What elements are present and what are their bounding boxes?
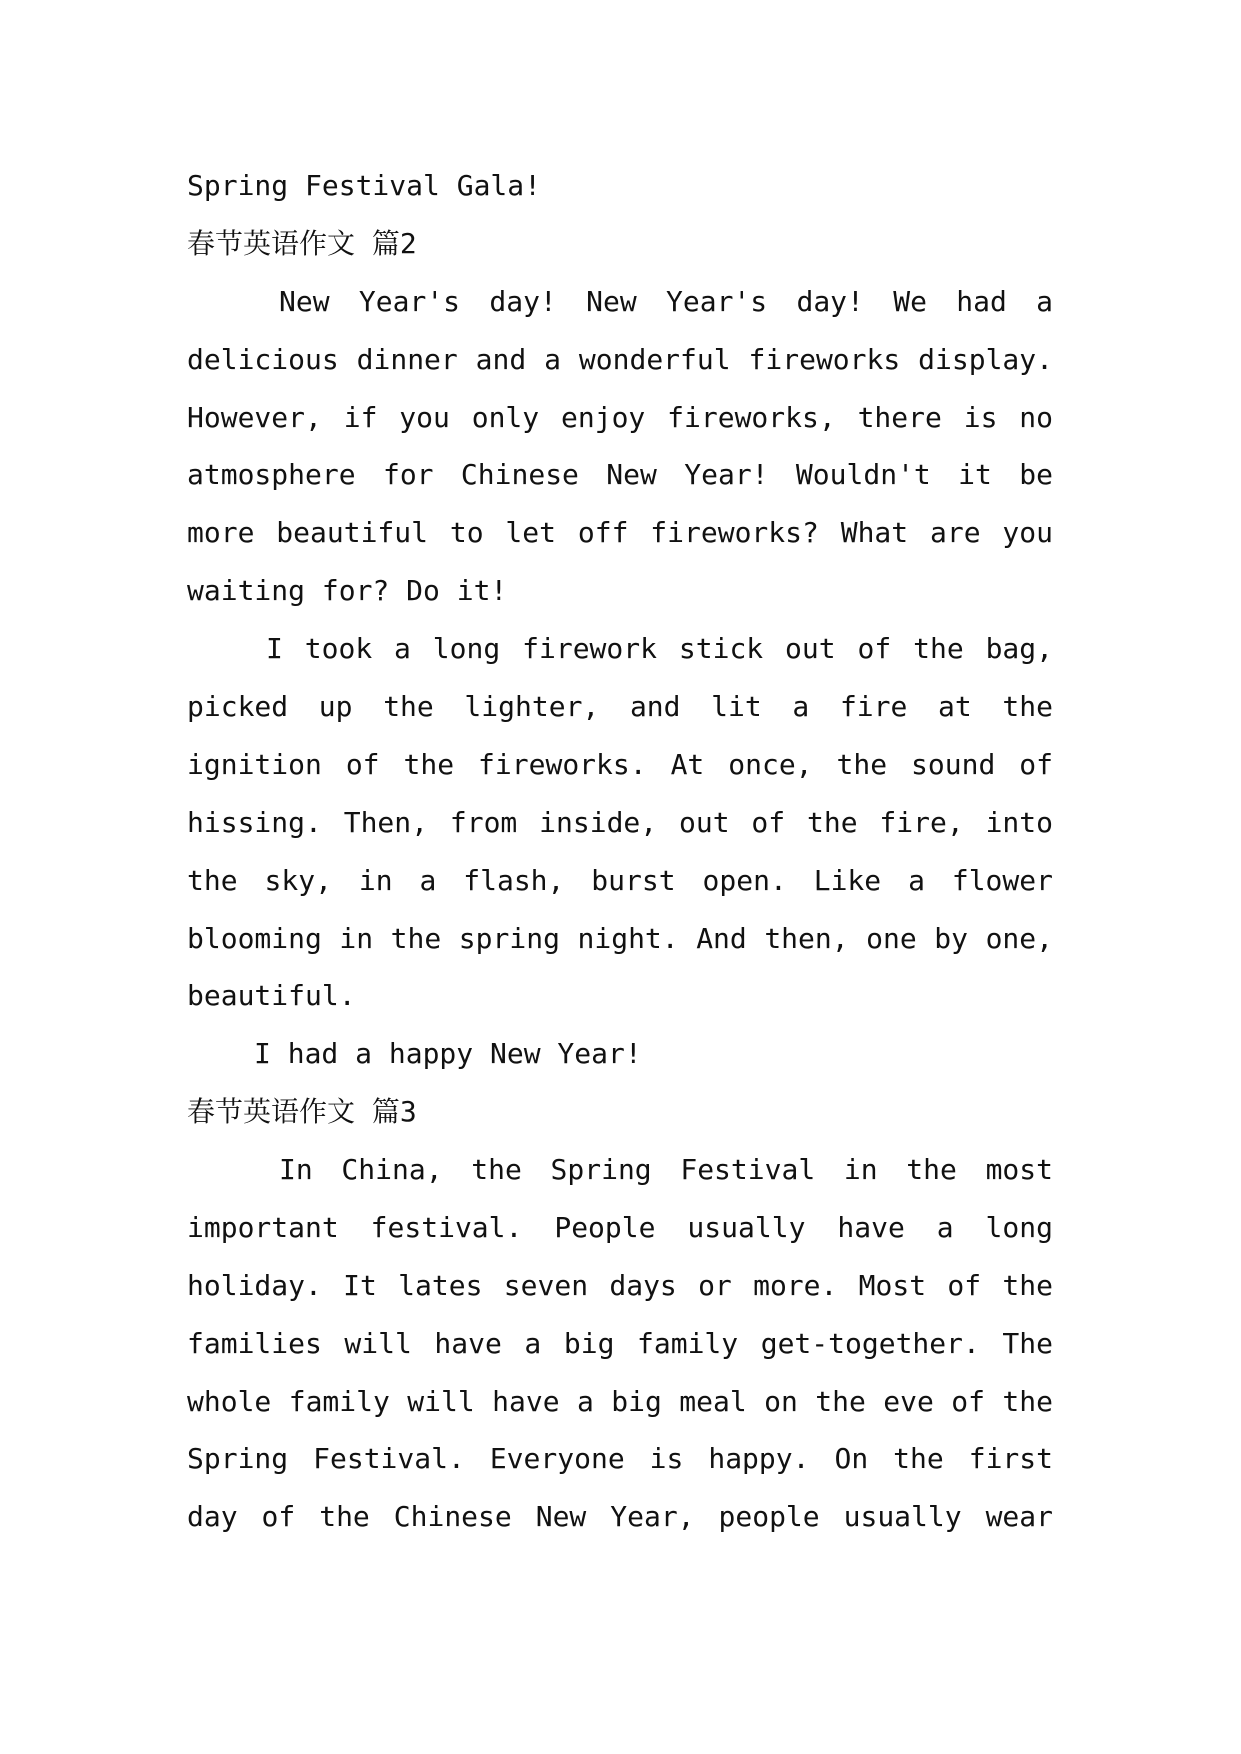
paragraph-line: families will have a big family get-together. The <box>187 1327 1053 1360</box>
paragraph-line: However, if you only enjoy fireworks, there is no <box>187 401 1053 434</box>
paragraph-line: atmosphere for Chinese New Year! Wouldn't it be <box>187 458 1053 491</box>
paragraph-line: blooming in the spring night. And then, one by one, <box>187 922 1053 955</box>
paragraph-line: hissing. Then, from inside, out of the fire, into <box>187 806 1053 839</box>
paragraph-line: delicious dinner and a wonderful fireworks display. <box>187 343 1053 376</box>
paragraph-line: I had a happy New Year! <box>254 1037 642 1070</box>
text-line: Spring Festival Gala! <box>187 169 542 202</box>
paragraph-line: holiday. It lates seven days or more. Most of the <box>187 1269 1053 1302</box>
section-heading-2: 春节英语作文 篇2 <box>187 227 417 260</box>
paragraph-line: whole family will have a big meal on the eve of the <box>187 1385 1053 1418</box>
paragraph-line: Spring Festival. Everyone is happy. On the first <box>187 1442 1053 1475</box>
paragraph-line: day of the Chinese New Year, people usually wear <box>187 1500 1053 1533</box>
paragraph-line: important festival. People usually have a long <box>187 1211 1053 1244</box>
paragraph-line: In China, the Spring Festival in the most <box>279 1153 1053 1186</box>
paragraph-line: ignition of the fireworks. At once, the sound of <box>187 748 1053 781</box>
paragraph-line: I took a long firework stick out of the bag, <box>266 632 1053 665</box>
paragraph-line: more beautiful to let off fireworks? What are you <box>187 516 1053 549</box>
paragraph-line: waiting for? Do it! <box>187 574 508 607</box>
paragraph-line: picked up the lighter, and lit a fire at the <box>187 690 1053 723</box>
paragraph-line: New Year's day! New Year's day! We had a <box>279 285 1053 318</box>
paragraph-line: beautiful. <box>187 979 356 1012</box>
paragraph-line: the sky, in a flash, burst open. Like a flower <box>187 864 1053 897</box>
section-heading-3: 春节英语作文 篇3 <box>187 1095 417 1128</box>
